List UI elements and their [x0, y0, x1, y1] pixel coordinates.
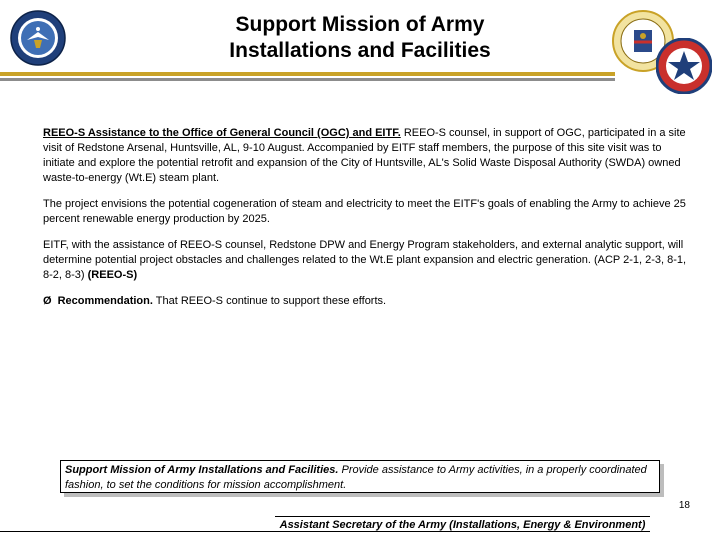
page-number: 18: [678, 500, 690, 511]
page-title: [170, 12, 550, 64]
title-line-1: Support Mission of Army: [235, 13, 485, 36]
paragraph-1-text: REEO-S counsel, in support of OGC, participated in a site visit of Redstone Arsenal, Huntsville, AL, 9-10 August. Accompanied by EITF staff members, the purpose of this site visit was to initiate and explore the potential retrofit and expansion of the City of Huntsville, AL's Solid Waste Disposal Authority (SWDA) owned waste-to-energy (Wt.E) steam plant.: [43, 127, 686, 184]
paragraph-2: [43, 197, 688, 227]
army-star-emblem-icon: [656, 38, 712, 99]
footer-office-label: Assistant Secretary of the Army (Installations, Energy & Environment): [275, 516, 650, 532]
paragraph-3-tag: (REEO-S): [87, 269, 138, 281]
mission-text: Provide assistance to Army activities, in a properly coordinated fashion, to set the conditions for mission accomplishment.: [65, 464, 647, 491]
mission-lead: Support Mission of Army Installations and Facilities.: [65, 464, 339, 476]
recommendation-lead: Recommendation.: [57, 295, 153, 307]
recommendation-text: That REEO-S continue to support these efforts.: [152, 295, 387, 307]
footer-rule: [0, 531, 275, 532]
paragraph-2-text: The project envisions the potential cogeneration of steam and electricity to meet the EITF's goals of enabling the Army to achieve 25 percent renewable energy production by 2025.: [43, 198, 686, 225]
header-grey-rule: [0, 78, 615, 81]
paragraph-1-lead: REEO-S Assistance to the Office of General Council (OGC) and EITF.: [43, 127, 401, 139]
paragraph-3-text: EITF, with the assistance of REEO-S counsel, Redstone DPW and Energy Program stakeholders, and external analytic support, will determine potential project obstacles and challenges related to the Wt.E plant expansion and electric generation. (ACP 2-1, 2-3, 8-1, 8-2, 8-3): [43, 239, 687, 281]
arrow-bullet-icon: Ø: [43, 295, 52, 307]
dod-seal-icon: [10, 10, 66, 71]
paragraph-1: [43, 126, 688, 186]
slide-body: [43, 126, 688, 320]
recommendation: [43, 294, 688, 309]
header-gold-rule: [0, 72, 615, 76]
paragraph-3: [43, 238, 688, 283]
title-line-2: Installations and Facilities: [229, 39, 491, 62]
mission-statement-box: [60, 460, 660, 493]
